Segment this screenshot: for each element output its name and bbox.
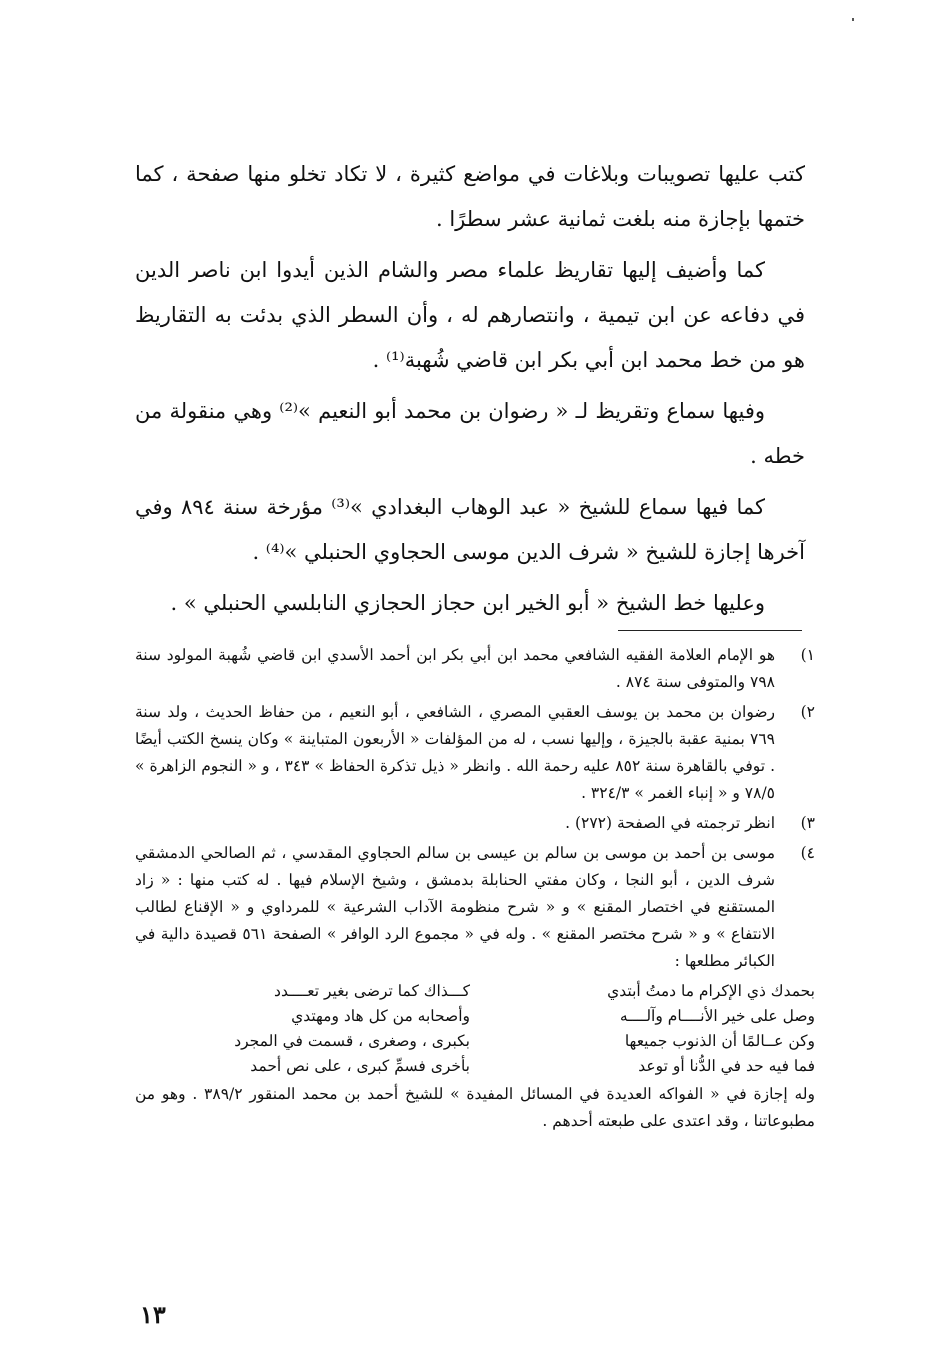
poem	[135, 979, 815, 1079]
footnote-2	[135, 699, 815, 807]
poem-hemistich: فما فيه حد في الدُّنا أو توعد	[638, 1057, 815, 1075]
paragraph-3: وفيها سماع وتقريظ لـ « رضوان بن محمد أبو النعيم »⁽²⁾ وهي منقولة من خطه .	[135, 399, 805, 468]
poem-hemistich: وأصحابه من كل هاد ومهتدي	[291, 1007, 470, 1025]
paragraph-2: كما وأضيف إليها تقاريظ علماء مصر والشام الذين أيدوا ابن ناصر الدين في دفاعه عن ابن تيمية ، وانتصارهم له ، وأن السطر الذي بدئت به التقاريظ هو من خط محمد ابن أبي بكر ابن قاضي شُهبة⁽¹⁾ .	[135, 258, 805, 372]
poem-hemistich: بحمدك ذي الإكرام ما دمتُ أبتدي	[607, 982, 815, 1000]
footnote-4-continuation: وله إجازة في « الفواكه العديدة في المسائل المفيدة » للشيخ أحمد بن محمد المنقور ٣٨٩/٢ . وهو من مطبوعاتنا ، وقد اعتدى على طبعته أحدهم .	[135, 1085, 815, 1130]
scan-mark	[852, 18, 854, 21]
footnote-text: موسى بن أحمد بن موسى بن سالم بن عيسى بن سالم الحجاوي المقدسي ، ثم الصالحي الدمشقي شرف الدين ، أبو النجا ، وكان مفتي الحنابلة بدمشق ، وشيخ الإسلام فيها . له كتب منها : « زاد المستقنع في اختصار المقنع » و « شرح منظومة الآداب الشرعية » للمرداوي و « الإقناع لطالب الانتفاع » و « شرح مختصر المقنع » . وله في « مجموع الرد الوافر » الصفحة ٥٦١ قصيدة دالية في الكبائر مطلعها :	[135, 844, 775, 970]
footnote-number: ٤)	[800, 844, 815, 862]
footnotes	[135, 642, 815, 1135]
poem-hemistich: كـــذاك كما ترضى بغير تعــــدد	[274, 982, 470, 1000]
poem-hemistich: وصل على خير الأنــــام وآلــــه	[619, 1007, 815, 1025]
page-number: ١٣	[140, 1300, 166, 1329]
footnote-number: ٣)	[800, 814, 815, 832]
poem-hemistich: وكن عــالمًا أن الذنوب جميعها	[624, 1032, 815, 1050]
footnote-number: ٢)	[800, 703, 815, 721]
main-text	[135, 152, 805, 632]
footnote-1	[135, 642, 815, 696]
paragraph-4: كما فيها سماع للشيخ « عبد الوهاب البغدادي »⁽³⁾ مؤرخة سنة ٨٩٤ وفي آخرها إجازة للشيخ « شرف الدين موسى الحجاوي الحنبلي »⁽⁴⁾ .	[135, 495, 805, 564]
footnote-text: رضوان بن محمد بن يوسف العقبي المصري ، الشافعي ، أبو النعيم ، من حفاظ الحديث ، ولد سنة ٧٦٩ بمنية عقبة بالجيزة ، وإليها نسب ، له من المؤلفات « الأربعون المتباينة » وكان ينسخ الكتب أيضًا . توفي بالقاهرة سنة ٨٥٢ عليه رحمة الله . وانظر « ذيل تذكرة الحفاظ » ٣٤٣ ، و « النجوم الزاهرة » ٧٨/٥ و « إنباء الغمر » ٣٢٤/٣ .	[135, 703, 775, 802]
footnote-text: هو الإمام العلامة الفقيه الشافعي محمد ابن أبي بكر ابن أحمد الأسدي ابن قاضي شُهبة المولود سنة ٧٩٨ والمتوفى سنة ٨٧٤ .	[135, 646, 775, 691]
footnote-number: ١)	[800, 646, 815, 664]
footnote-3	[135, 810, 815, 837]
poem-hemistich: بأخرى فسمِّ كبرى ، على نص أحمد	[250, 1057, 470, 1075]
paragraph-5: وعليها خط الشيخ « أبو الخير ابن حجاز الحجازي النابلسي الحنبلي » .	[170, 591, 765, 615]
poem-hemistich: بكبرى ، وصغرى ، قسمت في المجرد	[234, 1032, 470, 1050]
footnote-text: انظر ترجمته في الصفحة (٢٧٢) .	[565, 814, 775, 832]
footnote-separator	[618, 630, 802, 631]
footnote-4	[135, 840, 815, 975]
paragraph-1: كتب عليها تصويبات وبلاغات في مواضع كثيرة ، لا تكاد تخلو منها صفحة ، كما ختمها بإجازة منه بلغت ثمانية عشر سطرًا .	[135, 162, 805, 231]
